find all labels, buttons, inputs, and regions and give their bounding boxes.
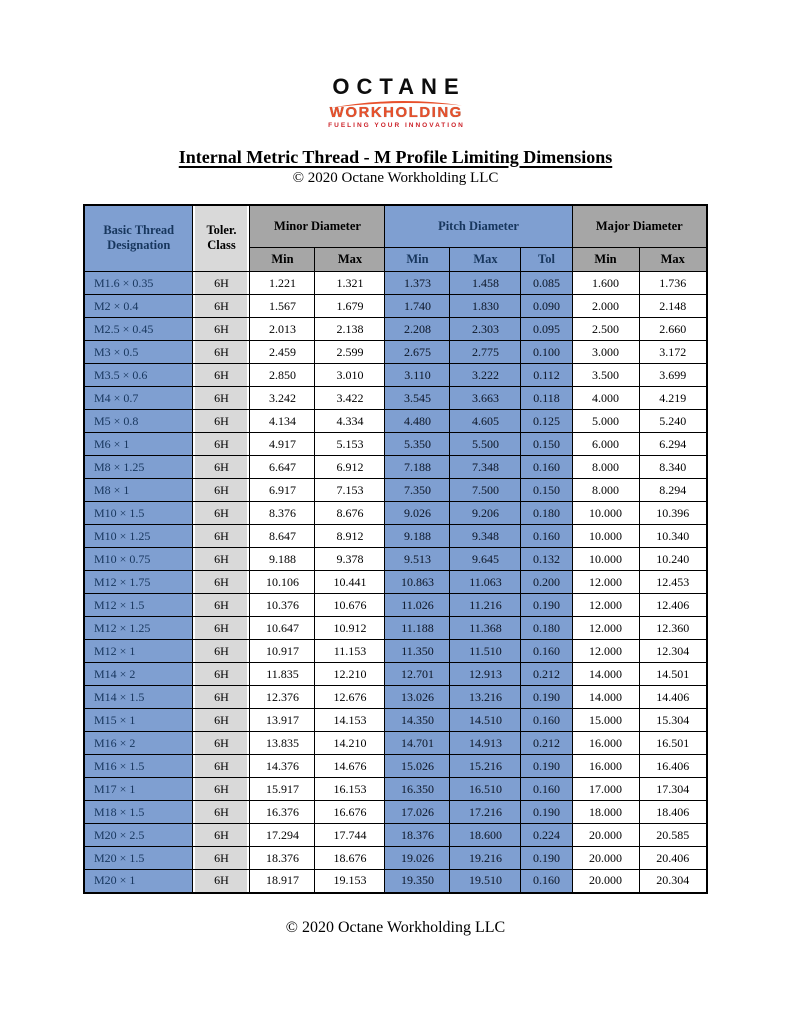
pitch-min-cell: 11.350 — [385, 640, 450, 663]
minor-max-cell: 16.153 — [315, 778, 385, 801]
col-header-major-max: Max — [639, 248, 707, 272]
major-min-cell: 17.000 — [572, 778, 639, 801]
major-min-cell: 5.000 — [572, 410, 639, 433]
tolerance-class-cell: 6H — [193, 640, 250, 663]
major-max-cell: 2.148 — [639, 295, 707, 318]
pitch-max-cell: 18.600 — [450, 824, 521, 847]
major-min-cell: 4.000 — [572, 387, 639, 410]
thread-designation-cell: M10 × 1.25 — [84, 525, 193, 548]
tolerance-class-cell: 6H — [193, 755, 250, 778]
minor-min-cell: 16.376 — [250, 801, 315, 824]
minor-max-cell: 14.676 — [315, 755, 385, 778]
pitch-max-cell: 11.216 — [450, 594, 521, 617]
major-max-cell: 2.660 — [639, 318, 707, 341]
minor-max-cell: 6.912 — [315, 456, 385, 479]
pitch-tol-cell: 0.190 — [521, 847, 572, 870]
pitch-min-cell: 14.350 — [385, 709, 450, 732]
minor-max-cell: 2.138 — [315, 318, 385, 341]
major-min-cell: 16.000 — [572, 755, 639, 778]
minor-min-cell: 2.013 — [250, 318, 315, 341]
major-max-cell: 8.294 — [639, 479, 707, 502]
table-row — [84, 295, 707, 318]
octane-logo — [0, 0, 791, 130]
major-min-cell: 10.000 — [572, 548, 639, 571]
thread-dimensions-table — [83, 204, 708, 894]
minor-min-cell: 12.376 — [250, 686, 315, 709]
major-max-cell: 3.699 — [639, 364, 707, 387]
pitch-tol-cell: 0.160 — [521, 525, 572, 548]
minor-max-cell: 8.676 — [315, 502, 385, 525]
pitch-max-cell: 4.605 — [450, 410, 521, 433]
pitch-max-cell: 19.216 — [450, 847, 521, 870]
pitch-max-cell: 7.348 — [450, 456, 521, 479]
thread-designation-cell: M20 × 2.5 — [84, 824, 193, 847]
thread-designation-cell: M18 × 1.5 — [84, 801, 193, 824]
minor-min-cell: 1.221 — [250, 272, 315, 295]
thread-designation-cell: M2.5 × 0.45 — [84, 318, 193, 341]
major-max-cell: 18.406 — [639, 801, 707, 824]
major-max-cell: 6.294 — [639, 433, 707, 456]
minor-max-cell: 10.441 — [315, 571, 385, 594]
pitch-max-cell: 17.216 — [450, 801, 521, 824]
major-max-cell: 12.360 — [639, 617, 707, 640]
pitch-min-cell: 19.026 — [385, 847, 450, 870]
thread-designation-cell: M20 × 1 — [84, 870, 193, 893]
thread-designation-cell: M12 × 1 — [84, 640, 193, 663]
table-row — [84, 847, 707, 870]
tolerance-class-cell: 6H — [193, 387, 250, 410]
major-max-cell: 3.172 — [639, 341, 707, 364]
minor-max-cell: 18.676 — [315, 847, 385, 870]
tolerance-class-cell: 6H — [193, 272, 250, 295]
minor-max-cell: 16.676 — [315, 801, 385, 824]
pitch-tol-cell: 0.160 — [521, 709, 572, 732]
table-row — [84, 410, 707, 433]
col-header-pitch-max: Max — [450, 248, 521, 272]
minor-max-cell: 17.744 — [315, 824, 385, 847]
pitch-tol-cell: 0.100 — [521, 341, 572, 364]
pitch-min-cell: 18.376 — [385, 824, 450, 847]
major-min-cell: 8.000 — [572, 456, 639, 479]
minor-max-cell: 12.210 — [315, 663, 385, 686]
pitch-tol-cell: 0.212 — [521, 732, 572, 755]
major-min-cell: 18.000 — [572, 801, 639, 824]
minor-min-cell: 6.647 — [250, 456, 315, 479]
table-row — [84, 870, 707, 893]
pitch-tol-cell: 0.190 — [521, 686, 572, 709]
pitch-tol-cell: 0.224 — [521, 824, 572, 847]
minor-max-cell: 7.153 — [315, 479, 385, 502]
thread-designation-cell: M8 × 1 — [84, 479, 193, 502]
tolerance-class-cell: 6H — [193, 824, 250, 847]
pitch-min-cell: 12.701 — [385, 663, 450, 686]
minor-max-cell: 8.912 — [315, 525, 385, 548]
pitch-min-cell: 10.863 — [385, 571, 450, 594]
table-row — [84, 571, 707, 594]
major-max-cell: 10.396 — [639, 502, 707, 525]
thread-designation-cell: M12 × 1.75 — [84, 571, 193, 594]
thread-designation-cell: M14 × 1.5 — [84, 686, 193, 709]
pitch-min-cell: 7.350 — [385, 479, 450, 502]
minor-min-cell: 15.917 — [250, 778, 315, 801]
major-max-cell: 4.219 — [639, 387, 707, 410]
pitch-tol-cell: 0.095 — [521, 318, 572, 341]
table-row — [84, 272, 707, 295]
table-row — [84, 433, 707, 456]
pitch-min-cell: 9.188 — [385, 525, 450, 548]
pitch-tol-cell: 0.190 — [521, 594, 572, 617]
pitch-tol-cell: 0.180 — [521, 502, 572, 525]
pitch-max-cell: 15.216 — [450, 755, 521, 778]
major-min-cell: 12.000 — [572, 617, 639, 640]
tolerance-class-cell: 6H — [193, 709, 250, 732]
pitch-tol-cell: 0.180 — [521, 617, 572, 640]
col-header-pitch-tol: Tol — [521, 248, 572, 272]
thread-designation-cell: M10 × 0.75 — [84, 548, 193, 571]
major-min-cell: 16.000 — [572, 732, 639, 755]
minor-min-cell: 10.917 — [250, 640, 315, 663]
pitch-max-cell: 14.913 — [450, 732, 521, 755]
tolerance-class-cell: 6H — [193, 801, 250, 824]
major-max-cell: 15.304 — [639, 709, 707, 732]
thread-designation-cell: M15 × 1 — [84, 709, 193, 732]
pitch-tol-cell: 0.160 — [521, 640, 572, 663]
pitch-max-cell: 1.830 — [450, 295, 521, 318]
tolerance-class-cell: 6H — [193, 456, 250, 479]
tolerance-class-cell: 6H — [193, 847, 250, 870]
major-max-cell: 16.406 — [639, 755, 707, 778]
pitch-max-cell: 9.206 — [450, 502, 521, 525]
pitch-min-cell: 19.350 — [385, 870, 450, 893]
pitch-max-cell: 1.458 — [450, 272, 521, 295]
col-header-pitch-min: Min — [385, 248, 450, 272]
col-header-minor-diameter: Minor Diameter — [250, 205, 385, 248]
tolerance-class-cell: 6H — [193, 295, 250, 318]
pitch-tol-cell: 0.190 — [521, 755, 572, 778]
minor-max-cell: 5.153 — [315, 433, 385, 456]
pitch-tol-cell: 0.150 — [521, 479, 572, 502]
table-row — [84, 594, 707, 617]
pitch-tol-cell: 0.160 — [521, 778, 572, 801]
minor-min-cell: 11.835 — [250, 663, 315, 686]
tolerance-class-cell: 6H — [193, 663, 250, 686]
minor-max-cell: 3.010 — [315, 364, 385, 387]
pitch-tol-cell: 0.160 — [521, 870, 572, 893]
thread-designation-cell: M6 × 1 — [84, 433, 193, 456]
page-title: Internal Metric Thread - M Profile Limiting Dimensions — [178, 146, 613, 167]
pitch-min-cell: 9.026 — [385, 502, 450, 525]
pitch-max-cell: 7.500 — [450, 479, 521, 502]
thread-designation-cell: M16 × 1.5 — [84, 755, 193, 778]
pitch-min-cell: 3.545 — [385, 387, 450, 410]
major-min-cell: 3.000 — [572, 341, 639, 364]
minor-max-cell: 4.334 — [315, 410, 385, 433]
minor-max-cell: 1.679 — [315, 295, 385, 318]
minor-max-cell: 2.599 — [315, 341, 385, 364]
table-row — [84, 502, 707, 525]
major-max-cell: 17.304 — [639, 778, 707, 801]
thread-designation-cell: M12 × 1.25 — [84, 617, 193, 640]
major-min-cell: 2.500 — [572, 318, 639, 341]
major-min-cell: 14.000 — [572, 686, 639, 709]
pitch-max-cell: 9.348 — [450, 525, 521, 548]
minor-max-cell: 10.912 — [315, 617, 385, 640]
col-header-designation: Basic Thread Designation — [84, 205, 193, 272]
pitch-min-cell: 9.513 — [385, 548, 450, 571]
minor-min-cell: 4.134 — [250, 410, 315, 433]
minor-max-cell: 19.153 — [315, 870, 385, 893]
minor-min-cell: 4.917 — [250, 433, 315, 456]
thread-designation-cell: M20 × 1.5 — [84, 847, 193, 870]
pitch-max-cell: 3.663 — [450, 387, 521, 410]
major-min-cell: 20.000 — [572, 870, 639, 893]
pitch-max-cell: 13.216 — [450, 686, 521, 709]
minor-min-cell: 1.567 — [250, 295, 315, 318]
tolerance-class-cell: 6H — [193, 410, 250, 433]
major-max-cell: 12.406 — [639, 594, 707, 617]
major-max-cell: 10.240 — [639, 548, 707, 571]
pitch-max-cell: 19.510 — [450, 870, 521, 893]
pitch-tol-cell: 0.212 — [521, 663, 572, 686]
logo-tagline: FUELING YOUR INNOVATION — [328, 122, 465, 129]
minor-min-cell: 6.917 — [250, 479, 315, 502]
minor-min-cell: 10.647 — [250, 617, 315, 640]
minor-max-cell: 14.153 — [315, 709, 385, 732]
major-max-cell: 12.453 — [639, 571, 707, 594]
tolerance-class-cell: 6H — [193, 318, 250, 341]
tolerance-class-cell: 6H — [193, 364, 250, 387]
col-header-pitch-diameter: Pitch Diameter — [385, 205, 572, 248]
logo-workholding-text: WORKHOLDING — [329, 104, 463, 121]
minor-max-cell: 12.676 — [315, 686, 385, 709]
pitch-min-cell: 15.026 — [385, 755, 450, 778]
minor-min-cell: 14.376 — [250, 755, 315, 778]
thread-designation-cell: M2 × 0.4 — [84, 295, 193, 318]
minor-max-cell: 14.210 — [315, 732, 385, 755]
thread-designation-cell: M16 × 2 — [84, 732, 193, 755]
major-min-cell: 12.000 — [572, 640, 639, 663]
col-header-major-min: Min — [572, 248, 639, 272]
table-row — [84, 709, 707, 732]
major-min-cell: 15.000 — [572, 709, 639, 732]
table-row — [84, 663, 707, 686]
pitch-min-cell: 3.110 — [385, 364, 450, 387]
minor-min-cell: 13.917 — [250, 709, 315, 732]
copyright-bottom: © 2020 Octane Workholding LLC — [285, 918, 506, 936]
table-row — [84, 686, 707, 709]
major-max-cell: 20.406 — [639, 847, 707, 870]
pitch-max-cell: 11.368 — [450, 617, 521, 640]
thread-designation-cell: M12 × 1.5 — [84, 594, 193, 617]
minor-max-cell: 10.676 — [315, 594, 385, 617]
tolerance-class-cell: 6H — [193, 617, 250, 640]
pitch-min-cell: 13.026 — [385, 686, 450, 709]
col-header-minor-max: Max — [315, 248, 385, 272]
major-max-cell: 12.304 — [639, 640, 707, 663]
minor-min-cell: 18.376 — [250, 847, 315, 870]
pitch-min-cell: 11.026 — [385, 594, 450, 617]
table-row — [84, 387, 707, 410]
pitch-tol-cell: 0.200 — [521, 571, 572, 594]
major-min-cell: 6.000 — [572, 433, 639, 456]
major-min-cell: 12.000 — [572, 571, 639, 594]
major-max-cell: 16.501 — [639, 732, 707, 755]
major-min-cell: 3.500 — [572, 364, 639, 387]
pitch-tol-cell: 0.125 — [521, 410, 572, 433]
minor-min-cell: 8.647 — [250, 525, 315, 548]
major-min-cell: 10.000 — [572, 502, 639, 525]
minor-min-cell: 10.376 — [250, 594, 315, 617]
pitch-tol-cell: 0.190 — [521, 801, 572, 824]
col-header-minor-min: Min — [250, 248, 315, 272]
major-max-cell: 14.501 — [639, 663, 707, 686]
major-max-cell: 20.585 — [639, 824, 707, 847]
thread-designation-cell: M14 × 2 — [84, 663, 193, 686]
thread-designation-cell: M1.6 × 0.35 — [84, 272, 193, 295]
pitch-tol-cell: 0.132 — [521, 548, 572, 571]
tolerance-class-cell: 6H — [193, 433, 250, 456]
major-max-cell: 20.304 — [639, 870, 707, 893]
major-min-cell: 2.000 — [572, 295, 639, 318]
copyright-top: © 2020 Octane Workholding LLC — [292, 169, 499, 186]
tolerance-class-cell: 6H — [193, 870, 250, 893]
table-row — [84, 824, 707, 847]
pitch-tol-cell: 0.150 — [521, 433, 572, 456]
table-row — [84, 732, 707, 755]
pitch-min-cell: 5.350 — [385, 433, 450, 456]
pitch-max-cell: 12.913 — [450, 663, 521, 686]
pitch-min-cell: 17.026 — [385, 801, 450, 824]
table-row — [84, 364, 707, 387]
tolerance-class-cell: 6H — [193, 571, 250, 594]
thread-designation-cell: M3.5 × 0.6 — [84, 364, 193, 387]
thread-designation-cell: M3 × 0.5 — [84, 341, 193, 364]
table-row — [84, 479, 707, 502]
major-max-cell: 5.240 — [639, 410, 707, 433]
pitch-tol-cell: 0.112 — [521, 364, 572, 387]
tolerance-class-cell: 6H — [193, 594, 250, 617]
minor-min-cell: 3.242 — [250, 387, 315, 410]
pitch-max-cell: 14.510 — [450, 709, 521, 732]
major-max-cell: 1.736 — [639, 272, 707, 295]
major-max-cell: 10.340 — [639, 525, 707, 548]
minor-max-cell: 11.153 — [315, 640, 385, 663]
minor-min-cell: 2.850 — [250, 364, 315, 387]
pitch-min-cell: 14.701 — [385, 732, 450, 755]
pitch-max-cell: 2.775 — [450, 341, 521, 364]
table-row — [84, 778, 707, 801]
table-body — [84, 272, 707, 893]
pitch-max-cell: 16.510 — [450, 778, 521, 801]
pitch-tol-cell: 0.085 — [521, 272, 572, 295]
table-row — [84, 801, 707, 824]
pitch-max-cell: 5.500 — [450, 433, 521, 456]
table-row — [84, 318, 707, 341]
pitch-tol-cell: 0.118 — [521, 387, 572, 410]
tolerance-class-cell: 6H — [193, 525, 250, 548]
minor-min-cell: 17.294 — [250, 824, 315, 847]
major-min-cell: 14.000 — [572, 663, 639, 686]
pitch-min-cell: 7.188 — [385, 456, 450, 479]
pitch-max-cell: 3.222 — [450, 364, 521, 387]
minor-min-cell: 9.188 — [250, 548, 315, 571]
tolerance-class-cell: 6H — [193, 732, 250, 755]
pitch-tol-cell: 0.160 — [521, 456, 572, 479]
minor-min-cell: 18.917 — [250, 870, 315, 893]
logo-octane-text: OCTANE — [332, 74, 466, 99]
tolerance-class-cell: 6H — [193, 548, 250, 571]
tolerance-class-cell: 6H — [193, 341, 250, 364]
table-row — [84, 456, 707, 479]
col-header-major-diameter: Major Diameter — [572, 205, 707, 248]
pitch-min-cell: 2.208 — [385, 318, 450, 341]
pitch-max-cell: 9.645 — [450, 548, 521, 571]
pitch-tol-cell: 0.090 — [521, 295, 572, 318]
tolerance-class-cell: 6H — [193, 778, 250, 801]
thread-designation-cell: M8 × 1.25 — [84, 456, 193, 479]
table-row — [84, 640, 707, 663]
major-min-cell: 20.000 — [572, 824, 639, 847]
minor-max-cell: 3.422 — [315, 387, 385, 410]
pitch-max-cell: 2.303 — [450, 318, 521, 341]
pitch-min-cell: 1.373 — [385, 272, 450, 295]
thread-designation-cell: M5 × 0.8 — [84, 410, 193, 433]
minor-min-cell: 10.106 — [250, 571, 315, 594]
pitch-min-cell: 4.480 — [385, 410, 450, 433]
major-min-cell: 20.000 — [572, 847, 639, 870]
pitch-min-cell: 1.740 — [385, 295, 450, 318]
pitch-min-cell: 2.675 — [385, 341, 450, 364]
pitch-max-cell: 11.510 — [450, 640, 521, 663]
tolerance-class-cell: 6H — [193, 479, 250, 502]
major-min-cell: 1.600 — [572, 272, 639, 295]
thread-designation-cell: M4 × 0.7 — [84, 387, 193, 410]
minor-max-cell: 1.321 — [315, 272, 385, 295]
table-row — [84, 548, 707, 571]
tolerance-class-cell: 6H — [193, 502, 250, 525]
thread-designation-cell: M10 × 1.5 — [84, 502, 193, 525]
minor-min-cell: 2.459 — [250, 341, 315, 364]
minor-min-cell: 8.376 — [250, 502, 315, 525]
major-min-cell: 8.000 — [572, 479, 639, 502]
col-header-toler-class: Toler. Class — [193, 205, 250, 272]
table-row — [84, 617, 707, 640]
minor-min-cell: 13.835 — [250, 732, 315, 755]
major-max-cell: 8.340 — [639, 456, 707, 479]
pitch-min-cell: 11.188 — [385, 617, 450, 640]
major-min-cell: 10.000 — [572, 525, 639, 548]
table-row — [84, 341, 707, 364]
thread-designation-cell: M17 × 1 — [84, 778, 193, 801]
pitch-max-cell: 11.063 — [450, 571, 521, 594]
major-max-cell: 14.406 — [639, 686, 707, 709]
pitch-min-cell: 16.350 — [385, 778, 450, 801]
tolerance-class-cell: 6H — [193, 686, 250, 709]
major-min-cell: 12.000 — [572, 594, 639, 617]
minor-max-cell: 9.378 — [315, 548, 385, 571]
table-row — [84, 755, 707, 778]
table-row — [84, 525, 707, 548]
